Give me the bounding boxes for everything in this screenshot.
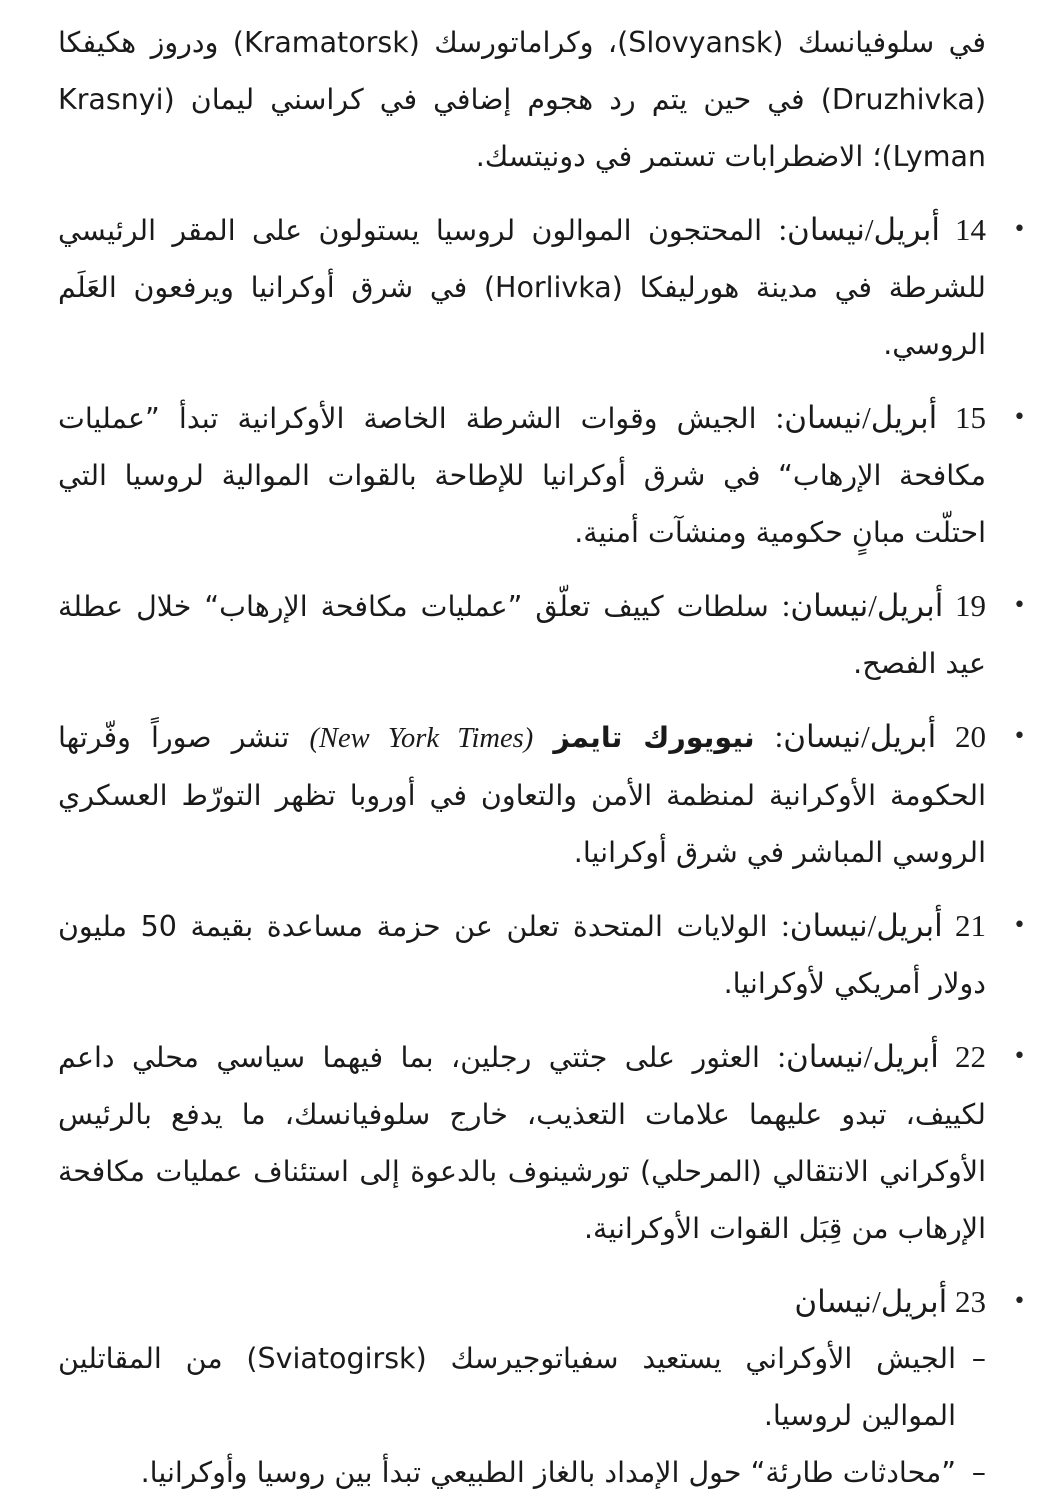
list-item <box>58 1028 1026 1257</box>
entry-text: سلطات كييف تعلّق ”عمليات مكافحة الإرهاب“ خلال عطلة عيد الفصح. <box>58 590 986 680</box>
bullet-icon: • <box>1013 593 1026 618</box>
dash-marker: – <box>971 1342 986 1375</box>
sub-list-item <box>58 1330 986 1444</box>
entry-text: الجيش وقوات الشرطة الخاصة الأوكرانية تبدأ ”عمليات مكافحة الإرهاب“ في شرق أوكرانيا للإطاحة بالقوات الموالية لروسيا التي احتلّت مبانٍ حكومية ومنشآت أمنية. <box>58 402 986 549</box>
newspaper-name: نيويورك تايمز <box>553 721 755 754</box>
list-item <box>58 389 1026 561</box>
entry-text: العثور على جثتي رجلين، بما فيهما سياسي محلي داعم لكييف، تبدو عليهما علامات التعذيب، خارج سلوفيانسك، ما يدفع بالرئيس الأوكراني الانتقالي (المرحلي) تورشينوف بالدعوة إلى استئناف عمليات مكافحة الإرهاب من قِبَل القوات الأوكرانية. <box>58 1041 986 1245</box>
sub-item-text: ”محادثات طارئة“ حول الإمداد بالغاز الطبيعي تبدأ بين روسيا وأوكرانيا. <box>140 1456 956 1489</box>
entry-text: المحتجون الموالون لروسيا يستولون على المقر الرئيسي للشرطة في مدينة هورليفكا (Horlivka) في شرق أوكرانيا ويرفعون العَلَم الروسي. <box>58 214 986 361</box>
newspaper-latin-name: (New York Times) <box>309 723 534 754</box>
entry-date: 20 أبريل/نيسان: <box>774 719 986 754</box>
bullet-icon: • <box>1013 1044 1026 1069</box>
bullet-icon: • <box>1013 405 1026 430</box>
entry-date: 21 أبريل/نيسان: <box>781 908 987 943</box>
list-item <box>58 577 1026 692</box>
entry-text: تنشر صوراً وفّرتها الحكومة الأوكرانية لمنظمة الأمن والتعاون في أوروبا تظهر التورّط العسكري الروسي المباشر في شرق أوكرانيا. <box>58 721 986 869</box>
entry-date: 23 أبريل/نيسان <box>794 1284 986 1319</box>
document-page <box>58 14 1026 1501</box>
list-item <box>58 1273 1026 1501</box>
bullet-icon: • <box>1013 217 1026 242</box>
entry-date: 14 أبريل/نيسان: <box>778 212 987 247</box>
intro-paragraph: في سلوفيانسك (Slovyansk)، وكراماتورسك (Kramatorsk) ودروز هكيفكا (Druzhivka) في حين يتم رد هجوم إضافي في كراسني ليمان (Krasnyi Lyman)؛ الاضطرابات تستمر في دونيتسك. <box>58 26 987 173</box>
bullet-icon: • <box>1013 724 1026 749</box>
list-item <box>58 201 1026 373</box>
entry-date: 22 أبريل/نيسان: <box>777 1039 986 1074</box>
bullet-icon: • <box>1013 913 1026 938</box>
list-item <box>58 708 1026 881</box>
dash-marker: – <box>971 1456 986 1489</box>
entry-date: 19 أبريل/نيسان: <box>781 588 986 623</box>
bullet-icon: • <box>1013 1289 1026 1314</box>
list-item <box>58 897 1026 1012</box>
timeline-list <box>58 201 1026 1501</box>
sub-list <box>58 1330 986 1501</box>
sub-item-text: الجيش الأوكراني يستعيد سفياتوجيرسك (Sviatogirsk) من المقاتلين الموالين لروسيا. <box>58 1342 956 1432</box>
sub-list-item <box>58 1444 986 1501</box>
entry-text: الولايات المتحدة تعلن عن حزمة مساعدة بقيمة 50 مليون دولار أمريكي لأوكرانيا. <box>58 910 986 1000</box>
entry-date: 15 أبريل/نيسان: <box>775 400 986 435</box>
